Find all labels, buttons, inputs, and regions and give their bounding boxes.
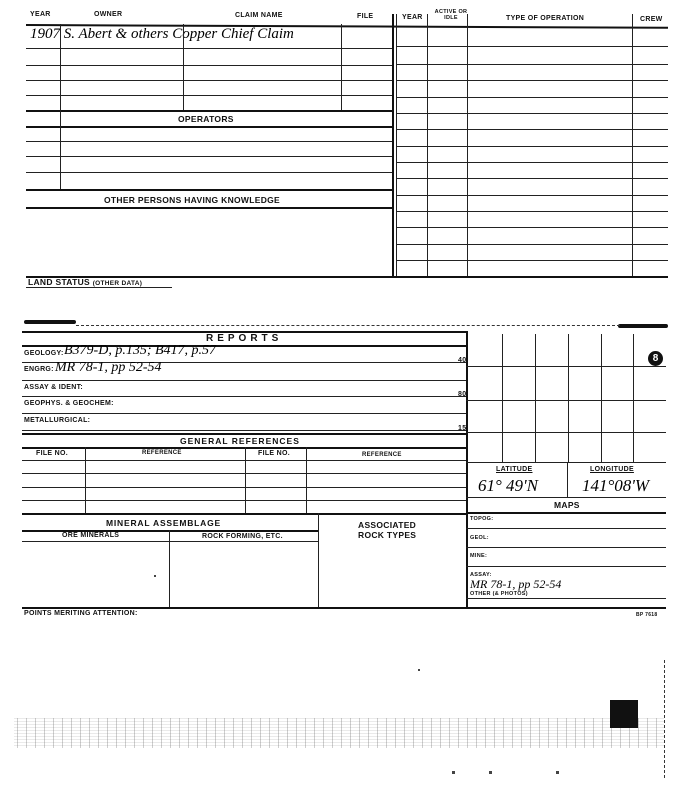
general-references-title: GENERAL REFERENCES bbox=[180, 436, 300, 446]
row-line bbox=[466, 547, 666, 548]
col-divider bbox=[341, 24, 342, 110]
col-divider bbox=[467, 14, 468, 276]
grid-row bbox=[466, 400, 666, 401]
mine-label: MINE: bbox=[470, 553, 488, 559]
claim-name-header: CLAIM NAME bbox=[235, 12, 283, 19]
grid-row bbox=[466, 462, 666, 463]
operators-label: OPERATORS bbox=[178, 114, 234, 124]
other-persons-rule bbox=[26, 207, 392, 209]
engrg-value: MR 78-1, pp 52-54 bbox=[55, 360, 162, 375]
col-divider bbox=[245, 447, 246, 513]
scan-speck bbox=[418, 669, 420, 671]
form-number: BP 7618 bbox=[636, 612, 658, 618]
row-line bbox=[22, 460, 466, 461]
general-ref-top-rule bbox=[22, 433, 466, 435]
crew-header: CREW bbox=[640, 16, 663, 23]
ore-minerals-header: ORE MINERALS bbox=[62, 532, 120, 539]
rock-forming-header: ROCK FORMING, ETC. bbox=[202, 533, 283, 540]
row-line bbox=[396, 260, 668, 261]
row-line bbox=[22, 500, 466, 501]
row-line bbox=[22, 396, 466, 397]
row-line bbox=[26, 95, 392, 96]
row-line bbox=[396, 113, 668, 114]
file-no2-header: FILE NO. bbox=[258, 450, 290, 457]
longitude-value: 141°08'W bbox=[582, 476, 650, 495]
other-photos-label: OTHER (& PHOTOS) bbox=[470, 591, 528, 597]
row-line bbox=[26, 141, 392, 142]
grid-col bbox=[633, 334, 634, 462]
row-line bbox=[396, 146, 668, 147]
row-line bbox=[22, 380, 466, 381]
geology-value: B379-D, p.135; B417, p.57 bbox=[64, 343, 217, 358]
row-line bbox=[466, 566, 666, 567]
row-line bbox=[396, 97, 668, 98]
row-line bbox=[396, 46, 668, 47]
mineral-assemblage-title: MINERAL ASSEMBLAGE bbox=[106, 518, 221, 528]
report-number-1: 40 bbox=[458, 357, 467, 364]
land-status-sub: (OTHER DATA) bbox=[92, 280, 143, 287]
row-line bbox=[466, 598, 666, 599]
grid-col bbox=[601, 334, 602, 462]
grid-mark-circle: 8 bbox=[648, 351, 663, 366]
row-line bbox=[22, 430, 466, 431]
geology-label: GEOLOGY: bbox=[24, 350, 64, 357]
col-divider bbox=[60, 24, 61, 189]
assay-ident-label: ASSAY & IDENT: bbox=[24, 384, 84, 391]
grid-col bbox=[535, 334, 536, 462]
geophys-label: GEOPHYS. & GEOCHEM: bbox=[24, 400, 114, 407]
land-status-label bbox=[28, 277, 142, 287]
active-idle-header: ACTIVE OR IDLE bbox=[434, 9, 468, 21]
operators-rule bbox=[26, 126, 392, 128]
heavy-mark-left bbox=[24, 320, 76, 324]
scan-speck bbox=[154, 575, 156, 577]
longitude-label: LONGITUDE bbox=[590, 466, 634, 473]
row-line bbox=[396, 211, 668, 212]
assay-label: ASSAY: bbox=[470, 572, 492, 578]
file-no-header: FILE NO. bbox=[36, 450, 68, 457]
row-line bbox=[26, 156, 392, 157]
report-number-3: 15 bbox=[458, 425, 467, 432]
row-line bbox=[26, 48, 392, 49]
coord-divider bbox=[567, 462, 568, 498]
scan-noise-band bbox=[14, 718, 664, 748]
year-header: YEAR bbox=[30, 11, 51, 18]
reports-bottom-rule bbox=[22, 607, 666, 609]
geol-label: GEOL: bbox=[470, 535, 489, 541]
grid-row bbox=[466, 432, 666, 433]
col-divider bbox=[632, 14, 633, 276]
associated-label: ASSOCIATED bbox=[358, 520, 417, 530]
type-of-operation-header: TYPE OF OPERATION bbox=[506, 15, 585, 22]
row-line bbox=[466, 528, 666, 529]
row-line bbox=[396, 129, 668, 130]
row-line bbox=[396, 64, 668, 65]
general-ref-header-rule bbox=[22, 447, 466, 449]
scan-speck bbox=[556, 771, 559, 774]
points-meriting-label: POINTS MERITING ATTENTION: bbox=[24, 610, 138, 617]
scan-edge-line bbox=[664, 660, 665, 778]
scan-speck bbox=[452, 771, 455, 774]
row-line bbox=[396, 195, 668, 196]
row-line bbox=[396, 244, 668, 245]
row-line bbox=[26, 65, 392, 66]
col-divider bbox=[427, 14, 428, 276]
row-line bbox=[22, 413, 466, 414]
scan-black-block bbox=[610, 700, 638, 728]
scan-speck bbox=[489, 771, 492, 774]
row-line bbox=[26, 110, 392, 112]
heavy-mark-right bbox=[618, 324, 668, 328]
other-persons-label: OTHER PERSONS HAVING KNOWLEDGE bbox=[104, 195, 281, 205]
row-line bbox=[22, 473, 466, 474]
col-divider bbox=[183, 24, 184, 110]
report-number-2: 80 bbox=[458, 391, 467, 398]
row-line bbox=[396, 162, 668, 163]
row-line bbox=[26, 172, 392, 173]
maps-other-value: MR 78-1, pp 52-54 bbox=[470, 577, 562, 591]
col-divider bbox=[85, 447, 86, 513]
row-line bbox=[26, 189, 392, 191]
coord-bottom-rule bbox=[466, 497, 666, 498]
rock-types-label: ROCK TYPES bbox=[358, 530, 417, 540]
land-status-title: LAND STATUS bbox=[28, 277, 91, 287]
first-entry: 1907 S. Abert & others Copper Chief Claim bbox=[30, 26, 294, 42]
col-divider bbox=[318, 513, 319, 607]
file-header: FILE bbox=[357, 13, 374, 20]
row-line bbox=[396, 178, 668, 179]
row-line bbox=[22, 487, 466, 488]
grid-col bbox=[502, 334, 503, 462]
grid-col bbox=[568, 334, 569, 462]
metallurgical-label: METALLURGICAL: bbox=[24, 417, 91, 424]
land-status-underline bbox=[26, 287, 172, 288]
row-line bbox=[26, 80, 392, 81]
col-divider bbox=[306, 447, 307, 513]
general-ref-bottom-rule bbox=[22, 513, 466, 515]
separator-dash bbox=[76, 325, 620, 326]
col-divider bbox=[396, 14, 397, 276]
row-line bbox=[396, 227, 668, 228]
mineral-subheader-rule bbox=[22, 541, 318, 542]
latitude-label: LATITUDE bbox=[496, 466, 533, 473]
reports-title: REPORTS bbox=[206, 333, 283, 344]
engrg-label: ENGRG: bbox=[24, 366, 54, 373]
topog-label: TOPOG: bbox=[470, 516, 494, 522]
latitude-value: 61° 49'N bbox=[478, 476, 539, 495]
col-divider bbox=[392, 14, 394, 276]
row-line bbox=[396, 80, 668, 81]
year2-header: YEAR bbox=[402, 14, 423, 21]
col-divider bbox=[169, 530, 170, 607]
reference2-header: REFERENCE bbox=[362, 452, 402, 458]
owner-header: OWNER bbox=[94, 11, 123, 18]
maps-rule bbox=[466, 512, 666, 514]
grid-row bbox=[466, 366, 666, 367]
maps-title: MAPS bbox=[554, 500, 580, 510]
reference-header: REFERENCE bbox=[142, 450, 182, 456]
